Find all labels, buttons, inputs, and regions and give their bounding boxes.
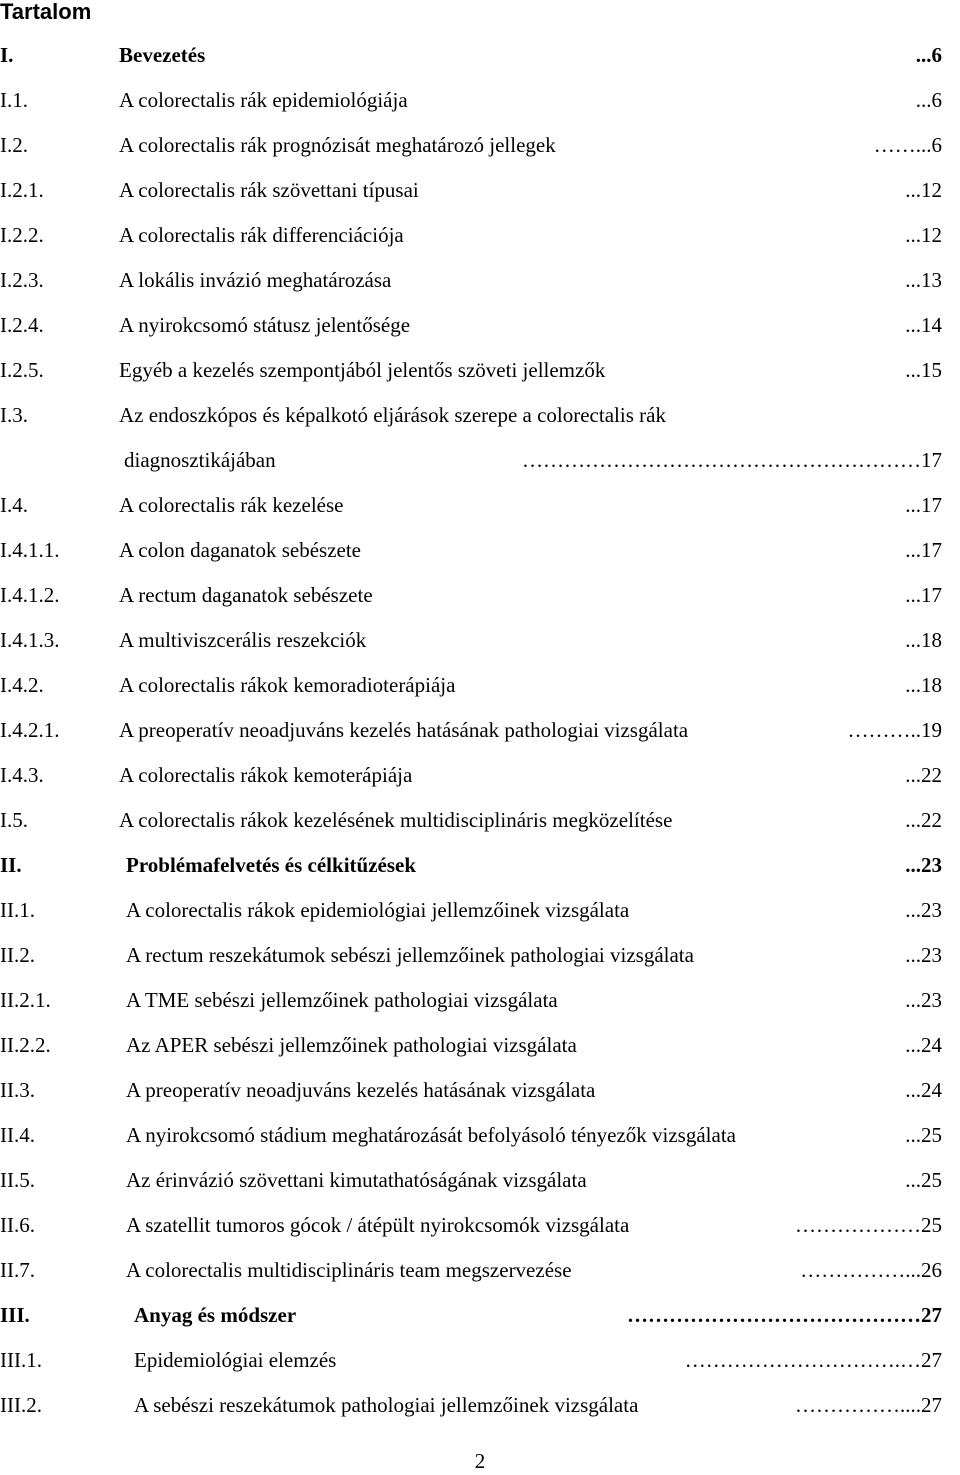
toc-entry-leader: ……... bbox=[873, 133, 932, 157]
toc-entry[interactable] bbox=[0, 129, 960, 161]
toc-entry[interactable] bbox=[0, 1299, 960, 1331]
toc-entry-title: A nyirokcsomó stádium meghatározását befolyásoló tényezők vizsgálata bbox=[126, 1123, 736, 1147]
toc-entry[interactable] bbox=[0, 264, 960, 296]
toc-entry-page: 19 bbox=[921, 718, 942, 742]
toc-entry[interactable] bbox=[0, 669, 960, 701]
toc-entry-title: A rectum daganatok sebészete bbox=[119, 583, 373, 607]
toc-entry-page: 27 bbox=[921, 1348, 942, 1372]
toc-entry-leader: ………………………….… bbox=[684, 1348, 921, 1372]
toc-entry[interactable] bbox=[0, 1389, 960, 1421]
toc-entry[interactable] bbox=[0, 759, 960, 791]
toc-entry-page: 6 bbox=[931, 43, 942, 67]
toc-entry-leader: ... bbox=[905, 1168, 921, 1192]
toc-entry-number: I.3. bbox=[0, 403, 28, 427]
toc-entry-page: 25 bbox=[921, 1213, 942, 1237]
toc-entry-number: I.4.2.1. bbox=[0, 718, 60, 742]
toc-entry-number: II.6. bbox=[0, 1213, 35, 1237]
toc-entry-number: II.2.2. bbox=[0, 1033, 51, 1057]
toc-entry[interactable] bbox=[0, 939, 960, 971]
toc-entry-number: I.2.2. bbox=[0, 223, 44, 247]
page-title: Tartalom bbox=[0, 0, 92, 24]
toc-entry-title: A preoperatív neoadjuváns kezelés hatásának pathologiai vizsgálata bbox=[119, 718, 689, 742]
toc-entry-page: 22 bbox=[921, 808, 942, 832]
toc-entry-title: A colon daganatok sebészete bbox=[119, 538, 361, 562]
toc-entry-leader: ... bbox=[905, 988, 921, 1012]
toc-entry-leader: ... bbox=[905, 1123, 921, 1147]
toc-entry-leader: ……….. bbox=[847, 718, 921, 742]
toc-entry-number: II. bbox=[0, 853, 22, 877]
toc-entry-title: Bevezetés bbox=[119, 43, 206, 67]
toc-entry-leader: ... bbox=[905, 178, 921, 202]
toc-entry-page: 26 bbox=[921, 1258, 942, 1282]
toc-entry-leader: ……………... bbox=[800, 1258, 921, 1282]
toc-entry[interactable] bbox=[0, 579, 960, 611]
toc-entry-number: I.2.5. bbox=[0, 358, 44, 382]
toc-entry-number: I. bbox=[0, 43, 14, 67]
toc-entry-page: 13 bbox=[921, 268, 942, 292]
toc-entry-title: A colorectalis rákok kemoterápiája bbox=[119, 763, 413, 787]
toc-entry-number: II.1. bbox=[0, 898, 35, 922]
toc-entry-page: 17 bbox=[921, 583, 942, 607]
toc-entry-leader: ... bbox=[905, 313, 921, 337]
toc-entry[interactable] bbox=[0, 1029, 960, 1061]
toc-entry[interactable] bbox=[0, 39, 960, 71]
toc-entry-leader: ………………………………………………… bbox=[522, 448, 921, 472]
toc-entry[interactable] bbox=[0, 1209, 960, 1241]
toc-entry-page: 18 bbox=[921, 673, 942, 697]
toc-entry[interactable] bbox=[0, 174, 960, 206]
toc-entry-continuation[interactable] bbox=[0, 444, 960, 476]
toc-entry-title: A szatellit tumoros gócok / átépült nyirokcsomók vizsgálata bbox=[126, 1213, 630, 1237]
toc-entry-page: 23 bbox=[921, 988, 942, 1012]
toc-entry-title: A colorectalis rákok kezelésének multidisciplináris megközelítése bbox=[119, 808, 673, 832]
toc-entry-number: II.5. bbox=[0, 1168, 35, 1192]
toc-entry-leader: ... bbox=[915, 88, 932, 112]
toc-entry-page: 27 bbox=[921, 1303, 942, 1327]
toc-entry[interactable] bbox=[0, 309, 960, 341]
toc-entry-number: I.2. bbox=[0, 133, 28, 157]
toc-entry[interactable] bbox=[0, 84, 960, 116]
toc-entry[interactable] bbox=[0, 1164, 960, 1196]
toc-entry-page: 17 bbox=[921, 538, 942, 562]
toc-entry-title: Problémafelvetés és célkitűzések bbox=[126, 853, 417, 877]
toc-entry-title: Az APER sebészi jellemzőinek pathologiai vizsgálata bbox=[126, 1033, 577, 1057]
toc-entry-page: 6 bbox=[931, 88, 942, 112]
toc-entry-number: I.1. bbox=[0, 88, 28, 112]
toc-entry-number: I.4. bbox=[0, 493, 28, 517]
toc-entry-leader: ... bbox=[905, 223, 921, 247]
toc-entry-leader: ... bbox=[915, 43, 932, 67]
toc-entry-title-continued: diagnosztikájában bbox=[124, 448, 276, 472]
toc-entry-title: A TME sebészi jellemzőinek pathologiai vizsgálata bbox=[126, 988, 558, 1012]
toc-entry-title: A sebészi reszekátumok pathologiai jellemzőinek vizsgálata bbox=[134, 1393, 639, 1417]
toc-entry-page: 25 bbox=[921, 1123, 942, 1147]
toc-entry-page: 22 bbox=[921, 763, 942, 787]
toc-entry-title: A colorectalis rák kezelése bbox=[119, 493, 344, 517]
toc-entry-leader: …………….... bbox=[795, 1393, 921, 1417]
toc-entry-number: I.2.4. bbox=[0, 313, 44, 337]
toc-entry-leader: ... bbox=[905, 583, 921, 607]
toc-entry-title: A nyirokcsomó státusz jelentősége bbox=[119, 313, 411, 337]
toc-entry-leader: ... bbox=[905, 493, 921, 517]
toc-entry-leader: ... bbox=[905, 628, 921, 652]
toc-entry-leader: …………………………………… bbox=[627, 1303, 921, 1327]
toc-entry-page: 14 bbox=[921, 313, 942, 337]
toc-entry-number: I.4.2. bbox=[0, 673, 44, 697]
toc-entry[interactable] bbox=[0, 894, 960, 926]
toc-entry-page: 23 bbox=[921, 853, 942, 877]
toc-entry[interactable] bbox=[0, 1254, 960, 1286]
toc-entry-number: II.2.1. bbox=[0, 988, 51, 1012]
toc-entry-number: I.2.3. bbox=[0, 268, 44, 292]
toc-entry-number: II.4. bbox=[0, 1123, 35, 1147]
toc-entry-title: A colorectalis rákok kemoradioterápiája bbox=[119, 673, 456, 697]
toc-entry-page: 18 bbox=[921, 628, 942, 652]
toc-entry-title: A colorectalis multidisciplináris team megszervezése bbox=[126, 1258, 572, 1282]
toc-entry-page: 12 bbox=[921, 178, 942, 202]
toc-entry-title: A multiviszcerális reszekciók bbox=[119, 628, 367, 652]
toc-entry-leader: ... bbox=[905, 943, 921, 967]
toc-entry-page: 25 bbox=[921, 1168, 942, 1192]
toc-entry[interactable] bbox=[0, 624, 960, 656]
toc-entry-leader: ... bbox=[905, 673, 921, 697]
toc-entry[interactable] bbox=[0, 984, 960, 1016]
toc-entry-number: I.4.3. bbox=[0, 763, 44, 787]
toc-entry-page: 24 bbox=[921, 1033, 942, 1057]
toc-entry-title: Anyag és módszer bbox=[134, 1303, 297, 1327]
toc-entry-title: A colorectalis rák szövettani típusai bbox=[119, 178, 419, 202]
toc-entry-title: Az endoszkópos és képalkotó eljárások szerepe a colorectalis rák bbox=[119, 403, 666, 427]
toc-entry-number: I.4.1.2. bbox=[0, 583, 60, 607]
toc-entry-title: Epidemiológiai elemzés bbox=[134, 1348, 337, 1372]
toc-entry[interactable] bbox=[0, 1119, 960, 1151]
toc-entry[interactable] bbox=[0, 849, 960, 881]
toc-entry-title: A colorectalis rák prognózisát meghatározó jellegek bbox=[119, 133, 556, 157]
toc-entry-leader: ... bbox=[905, 1078, 921, 1102]
toc-entry-title: A lokális invázió meghatározása bbox=[119, 268, 392, 292]
toc-entry-number: III. bbox=[0, 1303, 30, 1327]
toc-entry-title: A colorectalis rák epidemiológiája bbox=[119, 88, 408, 112]
toc-entry[interactable] bbox=[0, 1074, 960, 1106]
toc-entry-number: I.4.1.3. bbox=[0, 628, 60, 652]
toc-entry-leader: ... bbox=[905, 898, 921, 922]
toc-entry-number: III.1. bbox=[0, 1348, 42, 1372]
toc-entry[interactable] bbox=[0, 714, 960, 746]
toc-entry[interactable] bbox=[0, 1344, 960, 1376]
toc-entry-leader: ... bbox=[905, 358, 921, 382]
toc-entry-page: 17 bbox=[921, 493, 942, 517]
toc-entry-page: 15 bbox=[921, 358, 942, 382]
toc-entry-title: A colorectalis rák differenciációja bbox=[119, 223, 404, 247]
toc-entry-title: A rectum reszekátumok sebészi jellemzőinek pathologiai vizsgálata bbox=[126, 943, 694, 967]
toc-entry-page: 6 bbox=[931, 133, 942, 157]
toc-entry-page: 23 bbox=[921, 943, 942, 967]
toc-entry-page: 12 bbox=[921, 223, 942, 247]
toc-entry-number: II.7. bbox=[0, 1258, 35, 1282]
toc-entry[interactable] bbox=[0, 354, 960, 386]
toc-entry-leader: ... bbox=[905, 808, 921, 832]
toc-entry-leader: ……………… bbox=[795, 1213, 921, 1237]
toc-entry-title: A preoperatív neoadjuváns kezelés hatásának vizsgálata bbox=[126, 1078, 596, 1102]
toc-entry[interactable] bbox=[0, 534, 960, 566]
toc-entry-title: Egyéb a kezelés szempontjából jelentős szöveti jellemzők bbox=[119, 358, 606, 382]
toc-entry-title: A colorectalis rákok epidemiológiai jellemzőinek vizsgálata bbox=[126, 898, 630, 922]
toc-entry-number: I.4.1.1. bbox=[0, 538, 60, 562]
toc-entry-page: 17 bbox=[921, 448, 942, 472]
page-number: 2 bbox=[474, 1449, 486, 1473]
toc-entry-leader: ... bbox=[905, 763, 921, 787]
toc-entry-leader: ... bbox=[905, 1033, 921, 1057]
toc-entry-number: III.2. bbox=[0, 1393, 42, 1417]
toc-entry[interactable] bbox=[0, 219, 960, 251]
toc-entry-number: I.2.1. bbox=[0, 178, 44, 202]
toc-entry-title: Az érinvázió szövettani kimutathatóságának vizsgálata bbox=[126, 1168, 587, 1192]
toc-entry-page: 23 bbox=[921, 898, 942, 922]
toc-entry[interactable] bbox=[0, 804, 960, 836]
toc-entry-leader: ... bbox=[905, 538, 921, 562]
toc-entry-number: II.2. bbox=[0, 943, 35, 967]
toc-entry-page: 27 bbox=[921, 1393, 942, 1417]
toc-entry[interactable] bbox=[0, 489, 960, 521]
toc-entry-leader: ... bbox=[905, 268, 921, 292]
toc-entry-number: I.5. bbox=[0, 808, 28, 832]
toc-entry[interactable] bbox=[0, 399, 960, 431]
toc-entry-page: 24 bbox=[921, 1078, 942, 1102]
toc-entry-number: II.3. bbox=[0, 1078, 35, 1102]
toc-entry-leader: ... bbox=[905, 853, 921, 877]
